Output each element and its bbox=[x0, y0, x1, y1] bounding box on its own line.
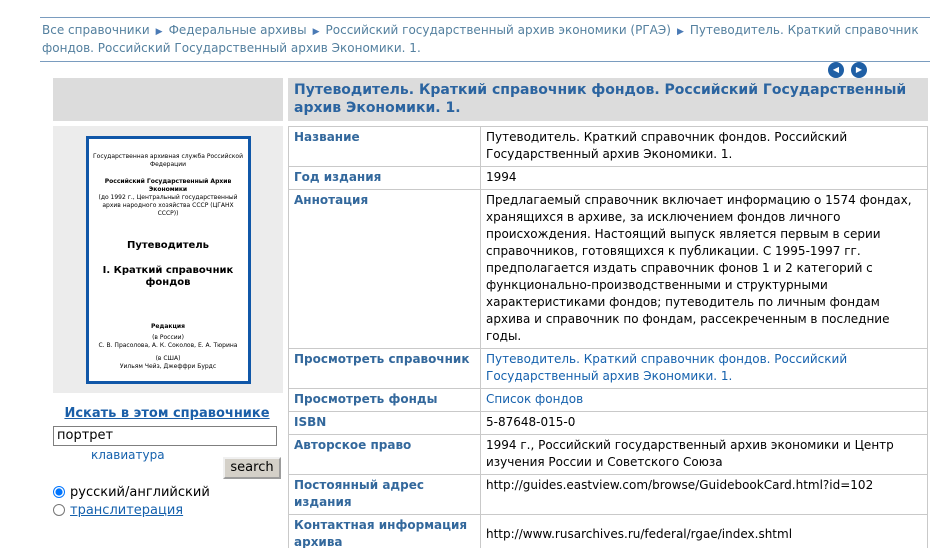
search-input[interactable] bbox=[53, 426, 277, 446]
breadcrumb-item-federal-archives[interactable]: Федеральные архивы bbox=[168, 23, 307, 37]
table-row-archive-contact bbox=[289, 515, 928, 548]
table-row-view-guidebook bbox=[289, 349, 928, 389]
detail-label: Авторское право bbox=[289, 435, 481, 475]
book-cover-panel bbox=[53, 126, 283, 393]
radio-russian-english-label: русский/английский bbox=[70, 484, 210, 500]
breadcrumb-item-all-guides[interactable]: Все справочники bbox=[42, 23, 150, 37]
table-row-copyright bbox=[289, 435, 928, 475]
search-panel bbox=[53, 406, 281, 518]
next-button[interactable] bbox=[851, 62, 867, 78]
main-content bbox=[53, 78, 928, 548]
chevron-right-icon: ▶ bbox=[676, 27, 684, 37]
breadcrumb-item-rgae[interactable]: Российский государственный архив экономики (РГАЭ) bbox=[325, 23, 671, 37]
detail-value: Предлагаемый справочник включает информацию о 1574 фондах, хранящихся в архиве, за исключением фондов личного происхождения. Настоящий выпуск является первым в серии справочников, готовящихся к публикации. С 1995-1997 гг. предполагается издать справочник фонов 1 и 2 категорий с функционально-производственными и структурными характеристиками фондов; путеводитель по личным фондам архива и справочник по фондам, рассекреченным в последние годы. bbox=[481, 190, 928, 349]
detail-label: Аннотация bbox=[289, 190, 481, 349]
cover-editors-ru-label: (в России) bbox=[152, 334, 184, 341]
details-table bbox=[288, 126, 928, 548]
search-button[interactable]: search bbox=[223, 457, 281, 479]
transliteration-link[interactable]: транслитерация bbox=[70, 502, 184, 518]
radio-transliteration[interactable] bbox=[53, 504, 65, 516]
chevron-right-icon: ▶ bbox=[155, 27, 163, 37]
detail-value: 5-87648-015-0 bbox=[481, 412, 928, 435]
cover-title: Путеводитель bbox=[127, 240, 209, 251]
book-cover-image bbox=[86, 136, 251, 384]
search-heading: Искать в этом справочнике bbox=[64, 406, 270, 421]
breadcrumb-item-current-guide[interactable]: Путеводитель. Краткий справочник фондов. Российский Государственный архив Экономики. 1. bbox=[42, 23, 919, 55]
cover-editors-ru: С. В. Прасолова, А. К. Соколов, Е. А. Тюрина bbox=[98, 342, 238, 349]
detail-value: http://www.rusarchives.ru/federal/rgae/index.shtml bbox=[481, 515, 928, 548]
page-title: Путеводитель. Краткий справочник фондов. Российский Государственный архив Экономики. 1. bbox=[288, 78, 928, 121]
cover-subtitle: I. Краткий справочник фондов bbox=[102, 265, 234, 288]
table-row-name bbox=[289, 127, 928, 167]
detail-value: Путеводитель. Краткий справочник фондов. Российский Государственный архив Экономики. 1. bbox=[481, 127, 928, 167]
detail-label: Просмотреть справочник bbox=[289, 349, 481, 389]
detail-label: Контактная информация архива bbox=[289, 515, 481, 548]
cover-agency-line: Государственная архивная служба Российской Федерации bbox=[92, 153, 243, 168]
radio-russian-english[interactable] bbox=[53, 486, 65, 498]
cover-editors-heading: Редакция bbox=[151, 323, 185, 330]
chevron-right-icon: ▶ bbox=[312, 27, 320, 37]
detail-label: ISBN bbox=[289, 412, 481, 435]
guidebook-link[interactable]: Путеводитель. Краткий справочник фондов. Российский Государственный архив Экономики. 1. bbox=[486, 352, 848, 383]
table-row-isbn bbox=[289, 412, 928, 435]
table-row-permanent-url bbox=[289, 475, 928, 515]
cover-archive-subtitle: (до 1992 г., Центральный государственный архив народного хозяйства СССР (ЦГАНХ СССР)) bbox=[98, 194, 238, 217]
left-column bbox=[53, 78, 283, 518]
detail-label: Название bbox=[289, 127, 481, 167]
table-row-annotation bbox=[289, 190, 928, 349]
detail-label: Год издания bbox=[289, 167, 481, 190]
detail-label: Просмотреть фонды bbox=[289, 389, 481, 412]
cover-editors-us-label: (в США) bbox=[155, 355, 181, 362]
cover-archive-name: Российский Государственный Архив Экономики bbox=[104, 178, 232, 193]
pager bbox=[0, 62, 935, 78]
funds-list-link[interactable]: Список фондов bbox=[486, 392, 584, 406]
breadcrumb bbox=[40, 17, 930, 62]
arrow-right-icon: ▶ bbox=[855, 65, 863, 74]
table-row-view-funds bbox=[289, 389, 928, 412]
right-column bbox=[288, 78, 928, 548]
keyboard-link[interactable]: клавиатура bbox=[91, 447, 165, 462]
detail-value: http://guides.eastview.com/browse/GuidebookCard.html?id=102 bbox=[481, 475, 928, 515]
detail-value: 1994 г., Российский государственный архив экономики и Центр изучения России и Советского Союза bbox=[481, 435, 928, 475]
left-header-block bbox=[53, 78, 283, 121]
table-row-year bbox=[289, 167, 928, 190]
detail-value: 1994 bbox=[481, 167, 928, 190]
arrow-left-icon: ◀ bbox=[832, 65, 840, 74]
detail-label: Постоянный адрес издания bbox=[289, 475, 481, 515]
cover-editors-us: Уильям Чейз, Джеффри Бурдс bbox=[119, 363, 217, 370]
previous-button[interactable] bbox=[828, 62, 844, 78]
